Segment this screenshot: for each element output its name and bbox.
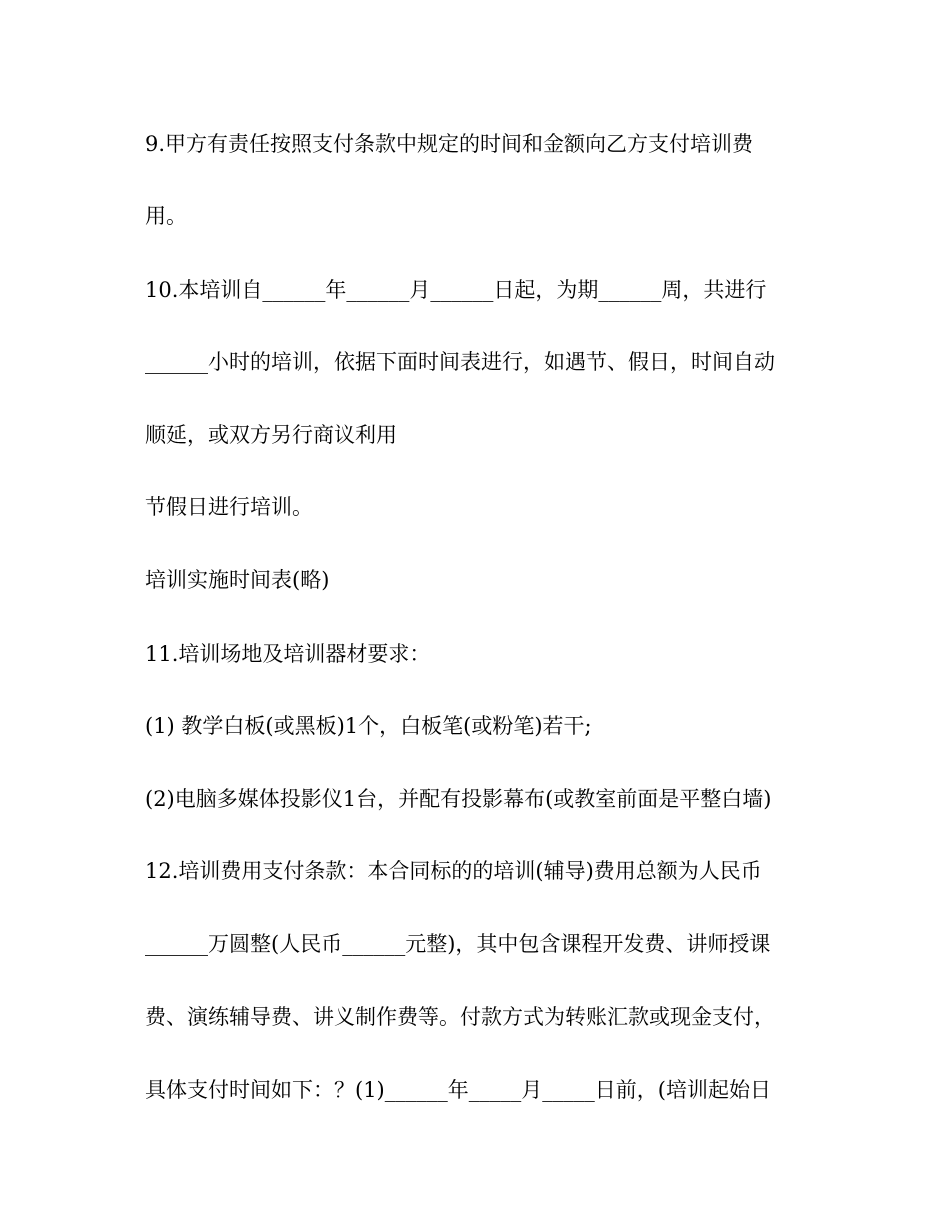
paragraph-line: 11.培训场地及培训器材要求：	[145, 642, 431, 666]
paragraph-line: (1) 教学白板(或黑板)1个，白板笔(或粉笔)若干;	[145, 714, 592, 738]
paragraph-line: ______万圆整(人民币______元整)，其中包含课程开发费、讲师授课	[145, 932, 771, 956]
paragraph-line: 培训实施时间表(略)	[145, 568, 330, 592]
paragraph-line: 9.甲方有责任按照支付条款中规定的时间和金额向乙方支付培训费	[145, 132, 754, 156]
paragraph-line: (2)电脑多媒体投影仪1台，并配有投影幕布(或教室前面是平整白墙)	[145, 787, 772, 811]
paragraph-line: 节假日进行培训。	[145, 495, 313, 519]
paragraph-line: 顺延，或双方另行商议利用	[145, 423, 397, 447]
paragraph-line: 12.培训费用支付条款：本合同标的的培训(辅导)费用总额为人民币	[145, 859, 762, 883]
paragraph-line: 用。	[145, 204, 187, 228]
paragraph-line: 具体支付时间如下：？(1)______年_____月_____日前，(培训起始日	[145, 1078, 771, 1102]
paragraph-line: ______小时的培训，依据下面时间表进行，如遇节、假日，时间自动	[145, 350, 775, 374]
paragraph-line: 10.本培训自______年______月______日起，为期______周，共进行	[145, 278, 767, 302]
paragraph-line: 费、演练辅导费、讲义制作费等。付款方式为转账汇款或现金支付，	[145, 1005, 775, 1029]
